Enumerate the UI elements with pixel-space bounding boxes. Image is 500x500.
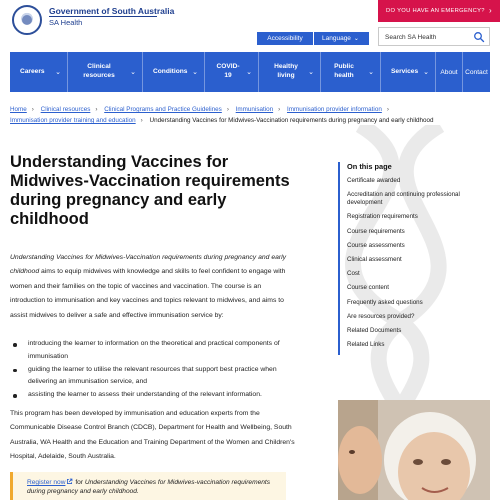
course-name-italic: Understanding Vaccines for Midwives-Vaccination requirements during pregnancy and early childhood: [10, 254, 287, 276]
breadcrumb-link-home[interactable]: Home: [10, 106, 27, 113]
nav-label: Public health: [334, 63, 354, 79]
nav-item-covid-19[interactable]: [205, 52, 259, 92]
on-this-page-link[interactable]: Frequently asked questions: [347, 298, 423, 306]
page-title: Understanding Vaccines for Midwives-Vaccination requirements during pregnancy and early childhood: [10, 153, 290, 228]
nav-item-conditions[interactable]: [143, 52, 205, 92]
on-this-page-link[interactable]: Related Links: [347, 341, 385, 349]
on-this-page-link[interactable]: Accreditation and continuing professional development: [347, 191, 460, 207]
on-this-page-link[interactable]: Course assessments: [347, 241, 405, 249]
chevron-down-icon: ⌄: [368, 69, 374, 76]
emergency-button[interactable]: [378, 0, 500, 22]
breadcrumb-link-clinical-programs[interactable]: Clinical Programs and Practice Guidelines: [104, 106, 222, 113]
nav-label: COVID-19: [216, 63, 240, 79]
callout-course-name: Understanding Vaccines for Midwives-vaccination requirements during pregnancy and early childhood.: [27, 479, 271, 495]
registration-callout: [10, 472, 286, 500]
accessibility-button[interactable]: Accessibility: [257, 32, 313, 45]
list-item: guiding the learner to utilise the relevant resources that support best practice when delivering an immunisation service, and: [10, 364, 295, 390]
on-this-page-link[interactable]: Course content: [347, 284, 389, 292]
breadcrumb-separator-icon: ›: [31, 106, 34, 113]
language-dropdown[interactable]: [314, 32, 369, 45]
chevron-down-icon: ⌄: [246, 69, 252, 76]
nav-label: Clinical resources: [83, 63, 115, 79]
developed-by-paragraph: This program has been developed by immunisation and education experts from the Communicable Disease Control Branch (CDCB), Department for Health and Wellbeing, South Australia, WA Health and the Education and Training Department of the Women and Children's Hospital, Adelaide, South Australia.: [10, 410, 295, 461]
on-this-page-link[interactable]: Clinical assessment: [347, 255, 402, 263]
objectives-list: [10, 338, 295, 402]
nav-label: Conditions: [153, 67, 188, 75]
list-item: assisting the learner to assess their understanding of the relevant information.: [10, 389, 295, 402]
logo-divider: [49, 16, 157, 17]
on-this-page-link[interactable]: Registration requirements: [347, 213, 418, 221]
emergency-label: DO YOU HAVE AN EMERGENCY?: [386, 8, 485, 14]
on-this-page-list: [347, 177, 490, 349]
breadcrumb-separator-icon: ›: [140, 117, 143, 124]
nav-label: Careers: [20, 67, 45, 75]
breadcrumb-separator-icon: ›: [278, 106, 281, 113]
nav-item-services[interactable]: [381, 52, 436, 92]
intro-text: aims to equip midwives with knowledge and skills to feel confident to engage with women and their families on the topic of vaccines and vaccination. The course is an introduction to immunisation and key vaccines and topics relevant to midwives, and aims to assist midwives to deliver a safe and effective immunisation service by:: [10, 268, 286, 319]
on-this-page-link[interactable]: Related Documents: [347, 326, 402, 334]
on-this-page-link[interactable]: Cost: [347, 270, 360, 278]
nav-item-careers[interactable]: [10, 52, 68, 92]
chevron-right-icon: ›: [489, 6, 492, 15]
breadcrumb: [10, 104, 490, 126]
nav-label: Healthy living: [274, 63, 298, 79]
chevron-down-icon: ⌄: [308, 69, 314, 76]
nav-label: Services: [391, 67, 419, 75]
chevron-down-icon: ⌄: [55, 69, 61, 76]
search-icon[interactable]: [473, 31, 485, 43]
chevron-down-icon: ⌄: [192, 69, 198, 76]
on-this-page-link[interactable]: Course requirements: [347, 227, 405, 235]
search-input[interactable]: [385, 31, 473, 43]
nav-link-about[interactable]: About: [436, 52, 463, 92]
chevron-down-icon: ⌄: [423, 69, 429, 76]
nav-item-public-health[interactable]: [321, 52, 381, 92]
on-this-page-title: On this page: [347, 162, 392, 171]
breadcrumb-separator-icon: ›: [95, 106, 98, 113]
on-this-page-nav: [338, 162, 490, 355]
search-box: [378, 27, 490, 46]
breadcrumb-link-immunisation[interactable]: Immunisation: [235, 106, 274, 113]
chevron-down-icon: ⌄: [353, 36, 359, 42]
breadcrumb-current: Understanding Vaccines for Midwives-Vaccination requirements during pregnancy and early childhood: [149, 117, 434, 124]
breadcrumb-link-immunisation-provider-information[interactable]: Immunisation provider information: [286, 106, 382, 113]
chevron-down-icon: ⌄: [130, 69, 136, 76]
sa-government-logo[interactable]: [12, 5, 42, 35]
intro-paragraph: [10, 251, 295, 323]
list-item: introducing the learner to information on the theoretical and practical components of immunisation: [10, 338, 295, 364]
callout-connector: for: [73, 479, 85, 486]
main-navigation: [10, 52, 490, 92]
on-this-page-link[interactable]: Certificate awarded: [347, 177, 401, 184]
nav-link-contact[interactable]: Contact: [465, 68, 488, 76]
on-this-page-link[interactable]: Are resources provided?: [347, 312, 415, 320]
register-now-label: Register now: [27, 479, 66, 486]
elderly-woman-child-photo: [338, 400, 490, 500]
sa-health-subtitle[interactable]: SA Health: [49, 18, 83, 27]
language-label: Language: [322, 35, 351, 42]
government-title[interactable]: Government of South Australia: [49, 6, 175, 16]
nav-item-healthy-living[interactable]: [259, 52, 321, 92]
breadcrumb-link-clinical-resources[interactable]: Clinical resources: [40, 106, 91, 113]
site-header: [0, 0, 500, 52]
nav-item-clinical-resources[interactable]: [68, 52, 143, 92]
breadcrumb-separator-icon: ›: [386, 106, 389, 113]
breadcrumb-link-provider-training[interactable]: Immunisation provider training and education: [10, 117, 136, 124]
register-now-link[interactable]: [27, 479, 73, 486]
breadcrumb-separator-icon: ›: [226, 106, 229, 113]
